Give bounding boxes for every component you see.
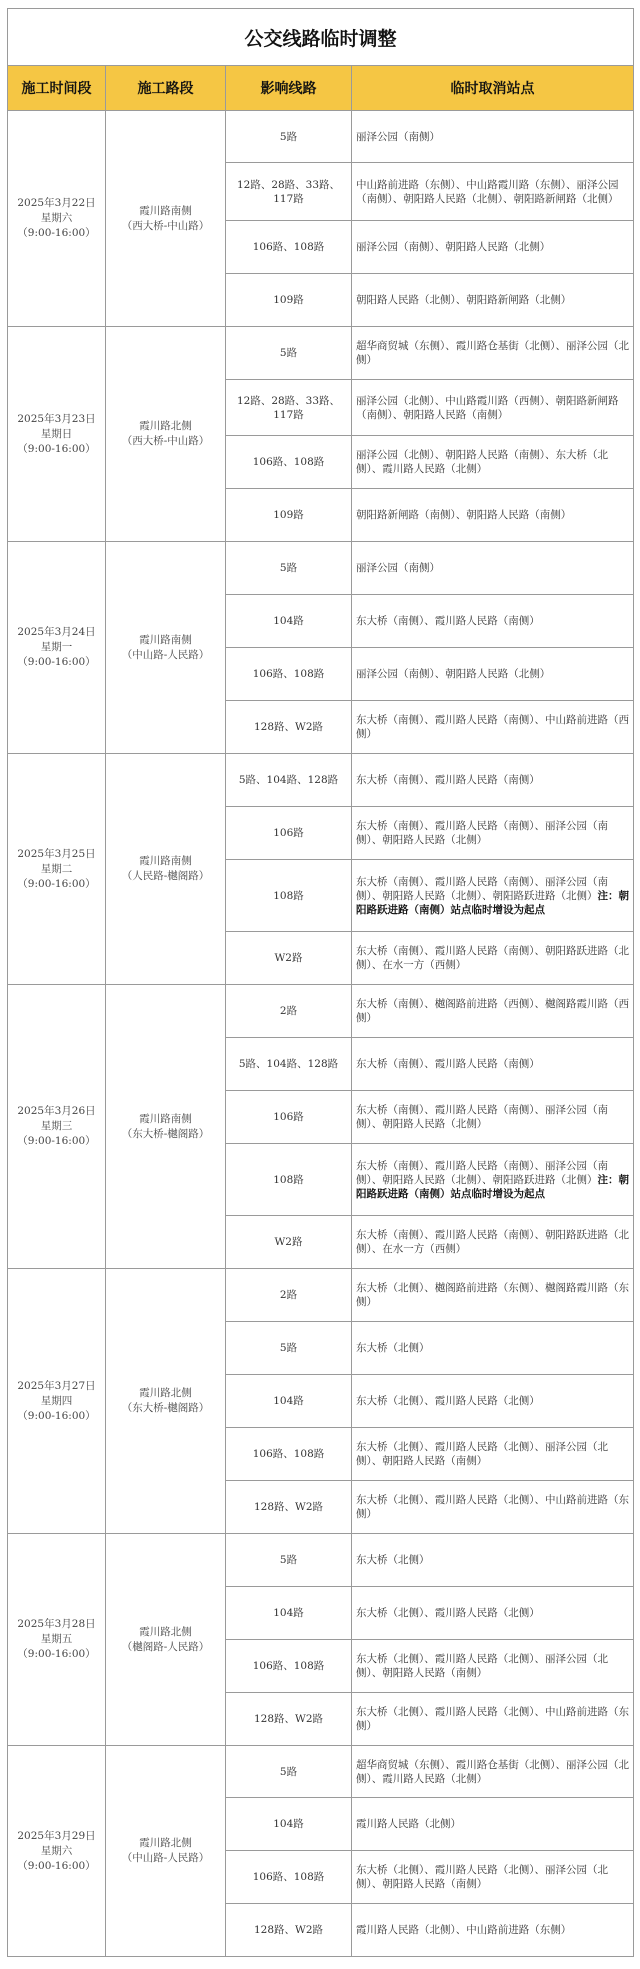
construction-road-cell [106,1746,226,1957]
cancelled-stops-cell [352,542,634,595]
construction-road-cell [106,1534,226,1746]
time-date: 2025年3月29日 [17,1829,96,1842]
construction-time-cell [8,1534,106,1746]
cancelled-stops-text: 东大桥（北侧）、樾阁路前进路（东侧）、樾阁路霞川路（东侧） [356,1282,629,1308]
table-row [8,1746,634,1798]
affected-lines-cell: 109路 [226,489,352,542]
time-hours: （9:00-16:00） [17,442,96,455]
cancelled-stops-cell [352,648,634,701]
table-row [8,985,634,1038]
time-date: 2025年3月24日 [17,626,96,638]
cancelled-stops-cell [352,1587,634,1640]
cancelled-stops-text: 东大桥（南侧）、霞川路人民路（南侧）、丽泽公园（南侧）、朝阳路人民路（北侧） [356,1104,608,1130]
table-row [8,1269,634,1322]
cancelled-stops-text: 朝阳路人民路（北侧）、朝阳路新闸路（北侧） [356,294,572,306]
cancelled-stops-cell [352,860,634,932]
cancelled-stops-cell [352,1216,634,1269]
temporary-terminal-note: 注：朝阳路跃进路（南侧）站点临时增设为起点 [356,889,629,916]
affected-lines-cell: 106路 [226,807,352,860]
cancelled-stops-cell [352,1851,634,1904]
time-weekday: 星期六 [40,212,73,224]
construction-time-cell [8,327,106,542]
road-range: （人民路-樾阁路） [121,870,210,882]
cancelled-stops-cell [352,1144,634,1216]
cancelled-stops-text: 东大桥（北侧）、霞川路人民路（北侧） [356,1395,540,1407]
cancelled-stops-cell [352,754,634,807]
cancelled-stops-cell [352,1038,634,1091]
construction-road-cell [106,1269,226,1534]
cancelled-stops-text: 超华商贸城（东侧）、霞川路仓基街（北侧）、丽泽公园（北侧）、霞川路人民路（北侧） [356,1758,629,1785]
cancelled-stops-cell [352,1904,634,1957]
time-weekday: 星期一 [40,641,73,653]
affected-lines-cell: 108路 [226,1144,352,1216]
cancelled-stops-text: 东大桥（南侧）、霞川路人民路（南侧）、中山路前进路（西侧） [356,714,629,740]
affected-lines-cell: 5路 [226,542,352,595]
header-lines: 影响线路 [226,66,352,111]
cancelled-stops-text: 东大桥（南侧）、樾阁路前进路（西侧）、樾阁路霞川路（西侧） [356,998,629,1024]
affected-lines-cell: 106路、108路 [226,1428,352,1481]
header-time: 施工时间段 [8,66,106,111]
cancelled-stops-cell [352,985,634,1038]
road-range: （中山路-人民路） [121,1852,210,1864]
cancelled-stops-cell [352,1428,634,1481]
table-row [8,542,634,595]
affected-lines-cell: 128路、W2路 [226,1481,352,1534]
affected-lines-cell: 104路 [226,1375,352,1428]
affected-lines-cell: 5路、104路、128路 [226,1038,352,1091]
cancelled-stops-cell [352,1322,634,1375]
table-row [8,111,634,163]
construction-time-cell [8,111,106,327]
affected-lines-cell: 106路、108路 [226,648,352,701]
affected-lines-cell: 5路 [226,327,352,380]
time-weekday: 星期五 [40,1633,73,1645]
affected-lines-cell: 12路、28路、33路、117路 [226,380,352,436]
affected-lines-cell: 2路 [226,985,352,1038]
cancelled-stops-text: 东大桥（北侧）、霞川路人民路（北侧） [356,1607,540,1619]
road-road: 霞川路北侧 [139,420,192,432]
cancelled-stops-text: 东大桥（北侧）、霞川路人民路（北侧）、丽泽公园（北侧）、朝阳路人民路（南侧） [356,1441,608,1467]
cancelled-stops-cell [352,163,634,221]
construction-road-cell [106,327,226,542]
cancelled-stops-text: 丽泽公园（南侧）、朝阳路人民路（北侧） [356,241,551,253]
affected-lines-cell: 12路、28路、33路、117路 [226,163,352,221]
affected-lines-cell: 106路、108路 [226,1851,352,1904]
time-hours: （9:00-16:00） [17,1135,96,1147]
cancelled-stops-cell [352,807,634,860]
cancelled-stops-cell [352,1798,634,1851]
table-body [8,111,634,1957]
cancelled-stops-cell [352,1091,634,1144]
time-hours: （9:00-16:00） [17,1648,96,1660]
affected-lines-cell: 128路、W2路 [226,701,352,754]
cancelled-stops-text: 东大桥（南侧）、霞川路人民路（南侧） [356,1058,540,1070]
cancelled-stops-cell [352,701,634,754]
affected-lines-cell: 5路 [226,1322,352,1375]
road-road: 霞川路北侧 [139,1625,192,1638]
cancelled-stops-text: 丽泽公园（北侧）、中山路霞川路（西侧）、朝阳路新闸路（南侧）、朝阳路人民路（南侧） [356,394,619,421]
road-road: 霞川路南侧 [139,855,192,867]
cancelled-stops-text: 东大桥（南侧）、霞川路人民路（南侧）、朝阳路跃进路（北侧）、在水一方（西侧） [356,945,629,971]
affected-lines-cell: 104路 [226,1587,352,1640]
construction-road-cell [106,542,226,754]
affected-lines-cell: 5路、104路、128路 [226,754,352,807]
time-date: 2025年3月28日 [17,1618,96,1630]
road-range: （西大桥-中山路） [121,435,210,447]
road-range: （樾阁路-人民路） [121,1640,210,1653]
cancelled-stops-text: 霞川路人民路（北侧）、中山路前进路（东侧） [356,1924,572,1936]
adjustment-table [7,8,634,1957]
road-road: 霞川路南侧 [139,204,192,217]
affected-lines-cell: 128路、W2路 [226,1693,352,1746]
cancelled-stops-text: 丽泽公园（北侧）、朝阳路人民路（南侧）、东大桥（北侧）、霞川路人民路（北侧） [356,449,608,475]
cancelled-stops-cell [352,1375,634,1428]
cancelled-stops-text: 霞川路人民路（北侧） [356,1818,461,1830]
temporary-terminal-note: 注：朝阳路跃进路（南侧）站点临时增设为起点 [356,1173,629,1200]
table-row [8,1534,634,1587]
cancelled-stops-text: 朝阳路新闸路（南侧）、朝阳路人民路（南侧） [356,509,572,521]
construction-time-cell [8,542,106,754]
cancelled-stops-text: 东大桥（北侧）、霞川路人民路（北侧）、丽泽公园（北侧）、朝阳路人民路（南侧） [356,1864,608,1890]
time-hours: （9:00-16:00） [17,1409,96,1422]
cancelled-stops-text: 东大桥（南侧）、霞川路人民路（南侧）、朝阳路跃进路（北侧）、在水一方（西侧） [356,1229,629,1255]
cancelled-stops-cell [352,1269,634,1322]
affected-lines-cell: 104路 [226,595,352,648]
affected-lines-cell: 104路 [226,1798,352,1851]
header-road: 施工路段 [106,66,226,111]
time-hours: （9:00-16:00） [17,656,96,668]
cancelled-stops-cell [352,380,634,436]
time-weekday: 星期六 [40,1844,73,1857]
cancelled-stops-text: 东大桥（南侧）、霞川路人民路（南侧）、丽泽公园（南侧）、朝阳路人民路（北侧） [356,820,608,846]
time-date: 2025年3月23日 [17,412,96,425]
cancelled-stops-text: 东大桥（南侧）、霞川路人民路（南侧）、丽泽公园（南侧）、朝阳路人民路（北侧）、朝阳路跃进路（北侧） [356,1159,608,1186]
cancelled-stops-cell [352,1534,634,1587]
construction-road-cell [106,985,226,1269]
bus-adjustment-notice [7,8,633,1957]
affected-lines-cell: W2路 [226,1216,352,1269]
affected-lines-cell: W2路 [226,932,352,985]
cancelled-stops-text: 东大桥（南侧）、霞川路人民路（南侧） [356,615,540,627]
cancelled-stops-text: 丽泽公园（南侧） [356,562,440,574]
cancelled-stops-cell [352,1481,634,1534]
road-range: （中山路-人民路） [121,648,210,661]
table-header-row [8,66,634,111]
cancelled-stops-text: 东大桥（北侧）、霞川路人民路（北侧）、丽泽公园（北侧）、朝阳路人民路（南侧） [356,1653,608,1679]
road-range: （西大桥-中山路） [121,219,210,232]
cancelled-stops-cell [352,932,634,985]
cancelled-stops-cell [352,1640,634,1693]
cancelled-stops-text: 东大桥（北侧） [356,1342,430,1354]
construction-time-cell [8,985,106,1269]
affected-lines-cell: 106路、108路 [226,1640,352,1693]
time-date: 2025年3月27日 [17,1379,96,1392]
affected-lines-cell: 106路 [226,1091,352,1144]
time-weekday: 星期二 [40,862,73,875]
time-weekday: 星期三 [40,1120,73,1132]
cancelled-stops-text: 东大桥（北侧）、霞川路人民路（北侧）、中山路前进路（东侧） [356,1706,629,1732]
affected-lines-cell: 106路、108路 [226,221,352,274]
cancelled-stops-cell [352,1746,634,1798]
time-hours: （9:00-16:00） [17,1859,96,1872]
cancelled-stops-text: 丽泽公园（南侧）、朝阳路人民路（北侧） [356,668,551,680]
cancelled-stops-cell [352,489,634,542]
cancelled-stops-text: 超华商贸城（东侧）、霞川路仓基街（北侧）、丽泽公园（北侧） [356,340,629,366]
cancelled-stops-text: 中山路前进路（东侧）、中山路霞川路（东侧）、丽泽公园（南侧）、朝阳路人民路（北侧）、朝阳路新闸路（北侧） [356,178,619,205]
affected-lines-cell: 106路、108路 [226,436,352,489]
road-range: （东大桥-樾阁路） [121,1402,210,1414]
cancelled-stops-text: 东大桥（南侧）、霞川路人民路（南侧） [356,774,540,786]
cancelled-stops-text: 丽泽公园（南侧） [356,130,440,143]
time-date: 2025年3月22日 [17,197,96,209]
cancelled-stops-cell [352,274,634,327]
construction-time-cell [8,1746,106,1957]
construction-road-cell [106,111,226,327]
cancelled-stops-text: 东大桥（北侧） [356,1554,430,1566]
road-road: 霞川路南侧 [139,633,192,646]
cancelled-stops-text: 东大桥（南侧）、霞川路人民路（南侧）、丽泽公园（南侧）、朝阳路人民路（北侧）、朝阳路跃进路（北侧） [356,875,608,902]
page-title: 公交线路临时调整 [8,9,634,66]
time-hours: （9:00-16:00） [17,227,96,239]
affected-lines-cell: 128路、W2路 [226,1904,352,1957]
cancelled-stops-cell [352,111,634,163]
cancelled-stops-cell [352,327,634,380]
affected-lines-cell: 5路 [226,1534,352,1587]
cancelled-stops-cell [352,436,634,489]
time-weekday: 星期四 [40,1394,73,1407]
affected-lines-cell: 5路 [226,1746,352,1798]
construction-road-cell [106,754,226,985]
table-row [8,754,634,807]
road-road: 霞川路北侧 [139,1387,192,1399]
construction-time-cell [8,1269,106,1534]
road-road: 霞川路北侧 [139,1837,192,1849]
road-road: 霞川路南侧 [139,1112,192,1125]
table-row [8,327,634,380]
cancelled-stops-cell [352,1693,634,1746]
affected-lines-cell: 109路 [226,274,352,327]
construction-time-cell [8,754,106,985]
affected-lines-cell: 108路 [226,860,352,932]
header-stops: 临时取消站点 [352,66,634,111]
road-range: （东大桥-樾阁路） [121,1127,210,1140]
time-date: 2025年3月25日 [17,847,96,860]
time-weekday: 星期日 [40,427,73,440]
cancelled-stops-cell [352,221,634,274]
time-date: 2025年3月26日 [17,1105,96,1117]
affected-lines-cell: 2路 [226,1269,352,1322]
cancelled-stops-text: 东大桥（北侧）、霞川路人民路（北侧）、中山路前进路（东侧） [356,1494,629,1520]
time-hours: （9:00-16:00） [17,877,96,890]
affected-lines-cell: 5路 [226,111,352,163]
cancelled-stops-cell [352,595,634,648]
